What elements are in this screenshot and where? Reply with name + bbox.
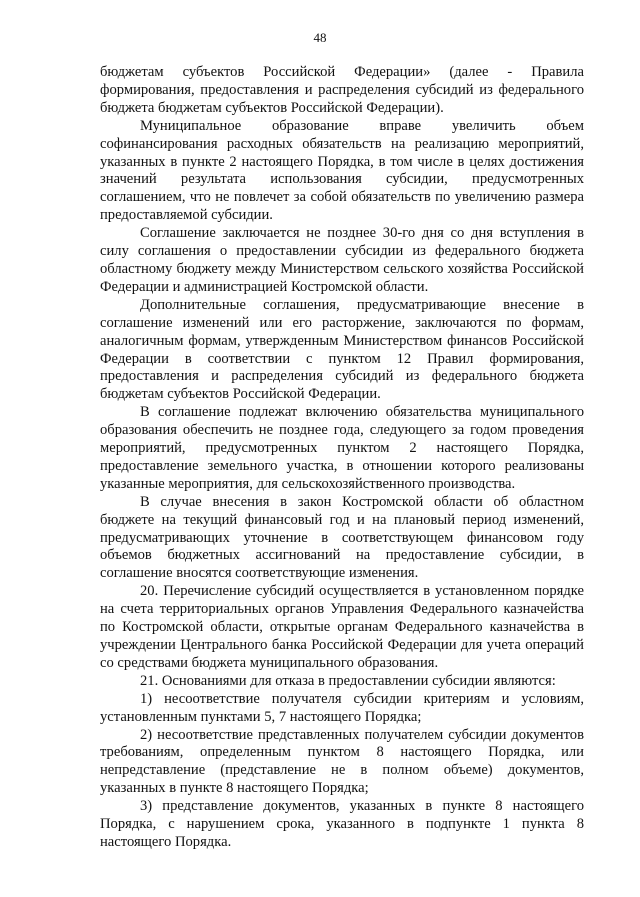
paragraph-continuation: бюджетам субъектов Российской Федерации» (далее - Правила формирования, предоставления и распределения субсидий из федерального бюджета бюджетам субъектов Российской Федерации). (100, 64, 584, 116)
paragraph-agreement-deadline: Соглашение заключается не позднее 30-го дня со дня вступления в силу соглашения о предоставлении субсидии из федерального бюджета областному бюджету между Министерством сельского хозяйства Российской Федерации и администрацией Костромской области. (100, 225, 584, 295)
page-number: 48 (313, 30, 327, 45)
paragraph-subitem-2: 2) несоответствие представленных получателем субсидии документов требованиям, определенным пунктом 8 настоящего Порядка, или непредставление (представление не в полном объеме) документов, указанных в пункте 8 настоящего Порядка; (100, 726, 584, 797)
paragraph-subitem-1: 1) несоответствие получателя субсидии критериям и условиям, установленным пунктами 5, 7 настоящего Порядка; (100, 690, 584, 725)
paragraph-subitem-3: 3) представление документов, указанных в пункте 8 настоящего Порядка, с нарушением срока, указанного в подпункте 1 пункта 8 настоящего Порядка. (100, 798, 584, 850)
paragraph-land-obligation: В соглашение подлежат включению обязательства муниципального образования обеспечить не позднее года, следующего за годом проведения мероприятий, предусмотренных пунктом 2 настоящего Порядка, предоставление земельного участка, в отношении которого реализованы указанные мероприятия, для сельскохозяйственного производства. (100, 404, 584, 492)
document-body (100, 64, 584, 852)
paragraph-cofinancing: Муниципальное образование вправе увеличить объем софинансирования расходных обязательств на реализацию мероприятий, указанных в пункте 2 настоящего Порядка, в том числе в целях достижения значений результата использования субсидии, предусмотренных соглашением, что не повлечет за собой обязательств по увеличению размера предоставляемой субсидии. (100, 117, 584, 224)
paragraph-item-21: 21. Основаниями для отказа в предоставлении субсидии являются: (140, 672, 556, 689)
paragraph-additional-agreements: Дополнительные соглашения, предусматривающие внесение в соглашение изменений или его расторжение, заключаются по формам, аналогичным формам, утвержденным Министерством финансов Российской Федерации в соответствии с пунктом 12 Правил формирования, предоставления и распределения субсидий из федерального бюджета бюджетам субъектов Российской Федерации. (100, 296, 584, 403)
paragraph-item-20: 20. Перечисление субсидий осуществляется в установленном порядке на счета территориальных органов Управления Федерального казначейства по Костромской области, открытые органам Федерального казначейства в учреждении Центрального банка Российской Федерации для учета операций со средствами бюджета муниципального образования. (100, 583, 584, 671)
paragraph-budget-changes: В случае внесения в закон Костромской области об областном бюджете на текущий финансовый год и на плановый период изменений, предусматривающих уточнение в соответствующем финансовом году объемов бюджетных ассигнований на предоставление субсидии, в соглашение вносятся соответствующие изменения. (100, 493, 584, 582)
